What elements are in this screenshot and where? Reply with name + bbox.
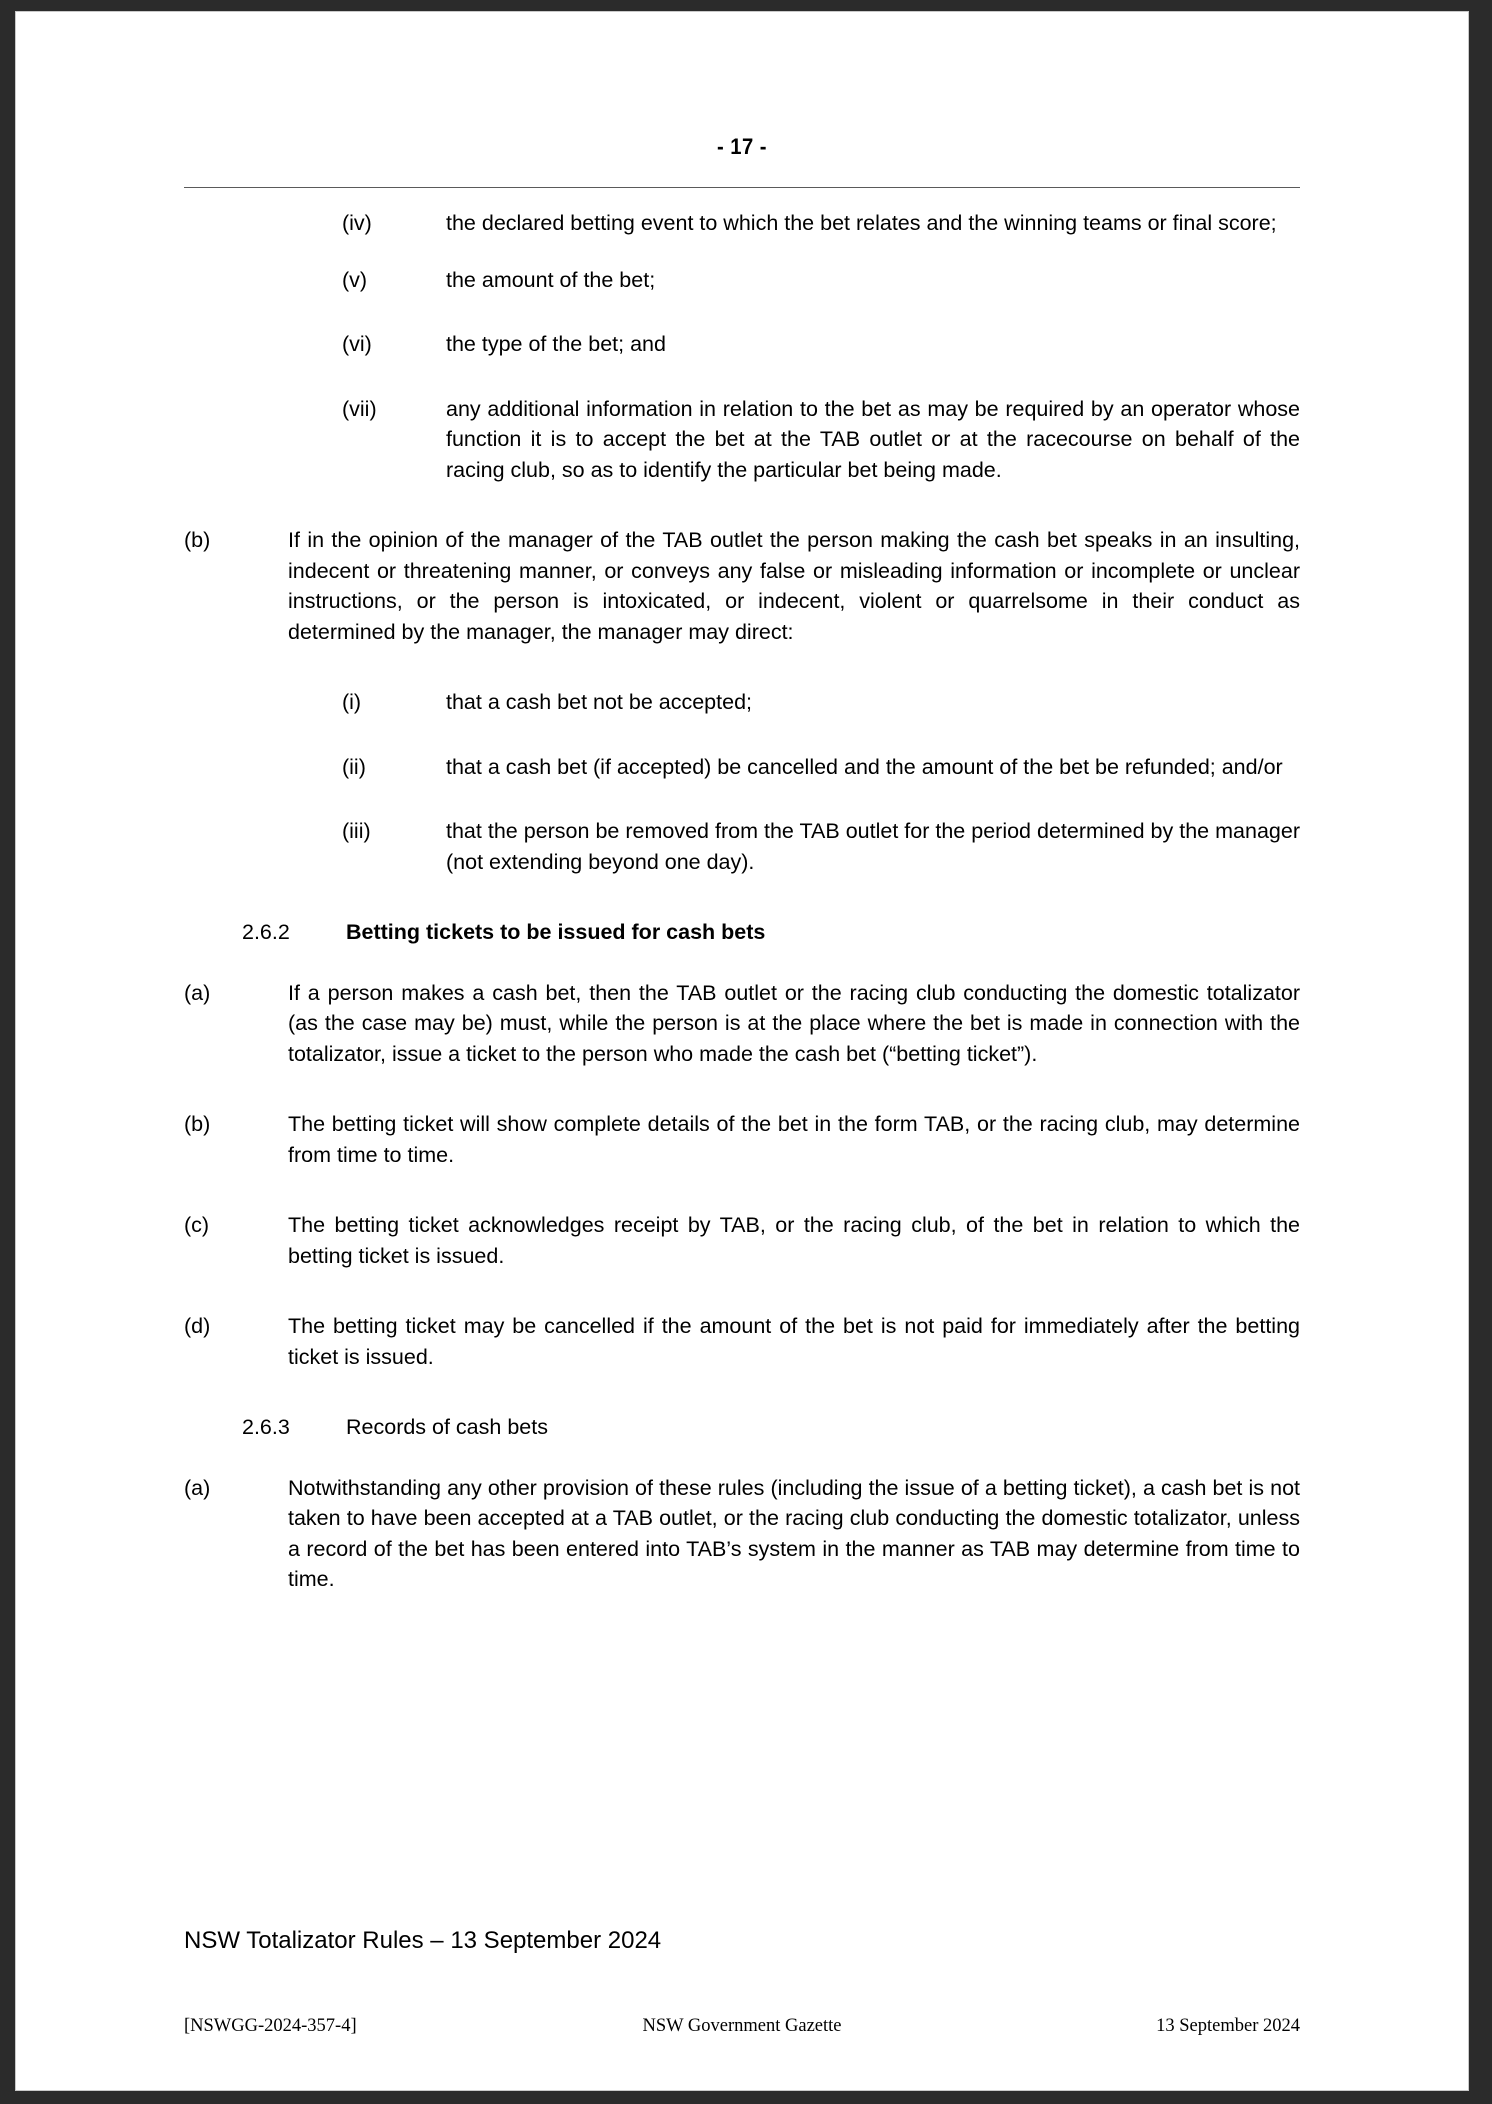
- list-marker: (ii): [342, 754, 366, 779]
- paragraph-marker: (b): [184, 1112, 211, 1136]
- paragraph-marker: (a): [184, 980, 211, 1005]
- paragraph-marker: (a): [184, 1475, 211, 1500]
- list-item: [342, 265, 1300, 296]
- list-item: [342, 394, 1300, 486]
- list-item: [342, 816, 1300, 877]
- paragraph-item: [184, 1109, 1300, 1170]
- heading-2-6-2: [242, 917, 1300, 948]
- list-text: the type of the bet; and: [446, 332, 666, 356]
- list-text: that a cash bet (if accepted) be cancelled and the amount of the bet be refunded; and/or: [446, 754, 1283, 779]
- gazette-reference: [NSWGG-2024-357-4]: [184, 2016, 357, 2036]
- paragraph-text: If in the opinion of the manager of the TAB outlet the person making the cash bet speaks in an insulting, indecent or threatening manner, or conveys any false or misleading information or incomplete or unclear instructions, or the person is intoxicated, or indecent, violent or quarrelsome in their conduct as determined by the manager, the manager may direct:: [288, 528, 1300, 644]
- heading-title: Betting tickets to be issued for cash bets: [346, 920, 766, 944]
- gazette-date: 13 September 2024: [1156, 2016, 1300, 2036]
- gazette-footer: [184, 2016, 1300, 2037]
- paragraph-item: [184, 1473, 1300, 1595]
- list-item: [342, 208, 1300, 239]
- paragraph-item: [184, 1210, 1300, 1271]
- paragraph-marker: (c): [184, 1213, 210, 1237]
- document-footer: NSW Totalizator Rules – 13 September 2024: [184, 1927, 662, 1954]
- list-item: [342, 329, 1300, 360]
- list-marker: (i): [342, 690, 362, 714]
- list-marker: (vii): [342, 396, 377, 421]
- page-number: - 17 -: [716, 134, 767, 159]
- list-marker: (vi): [342, 332, 372, 356]
- paragraph-marker: (b): [184, 528, 211, 552]
- paragraph-text: The betting ticket will show complete details of the bet in the form TAB, or the racing club, may determine from time to time.: [288, 1112, 1300, 1167]
- gazette-title: NSW Government Gazette: [642, 2016, 842, 2036]
- list-text: any additional information in relation to the bet as may be required by an operator whose function it is to accept the bet at the TAB outlet or at the racecourse on behalf of the racing club, so as to identify the particular bet being made.: [446, 396, 1300, 482]
- document-page: [16, 12, 1468, 2090]
- list-text: that the person be removed from the TAB outlet for the period determined by the manager (not extending beyond one day).: [446, 819, 1300, 874]
- paragraph-text: The betting ticket may be cancelled if the amount of the bet is not paid for immediately after the betting ticket is issued.: [288, 1314, 1300, 1369]
- paragraph-text: If a person makes a cash bet, then the TAB outlet or the racing club conducting the domestic totalizator (as the case may be) must, while the person is at the place where the bet is made in connection with the totalizator, issue a ticket to the person who made the cash bet (“betting ticket”).: [288, 980, 1300, 1066]
- list-item: [342, 687, 1300, 718]
- paragraph-text: Notwithstanding any other provision of these rules (including the issue of a betting ticket), a cash bet is not taken to have been accepted at a TAB outlet, or the racing club conducting the domestic totalizator, unless a record of the bet has been entered into TAB’s system in the manner as TAB may determine from time to time.: [288, 1475, 1300, 1591]
- heading-number: 2.6.2: [242, 920, 290, 944]
- list-marker: (v): [342, 267, 368, 292]
- paragraph-marker: (d): [184, 1314, 211, 1338]
- heading-2-6-3: [242, 1412, 1300, 1443]
- header-divider: [184, 187, 1300, 188]
- paragraph-b: [184, 525, 1300, 647]
- paragraph-item: [184, 1311, 1300, 1372]
- list-text: that a cash bet not be accepted;: [446, 690, 752, 714]
- list-item: [342, 752, 1300, 783]
- paragraph-item: [184, 978, 1300, 1070]
- document-body: [184, 208, 1300, 1621]
- list-marker: (iv): [342, 211, 372, 235]
- list-text: the amount of the bet;: [446, 267, 656, 292]
- heading-title: Records of cash bets: [346, 1415, 548, 1439]
- list-marker: (iii): [342, 819, 371, 843]
- paragraph-text: The betting ticket acknowledges receipt by TAB, or the racing club, of the bet in relation to which the betting ticket is issued.: [288, 1213, 1300, 1268]
- list-text: the declared betting event to which the bet relates and the winning teams or final score;: [446, 211, 1277, 235]
- heading-number: 2.6.3: [242, 1415, 290, 1439]
